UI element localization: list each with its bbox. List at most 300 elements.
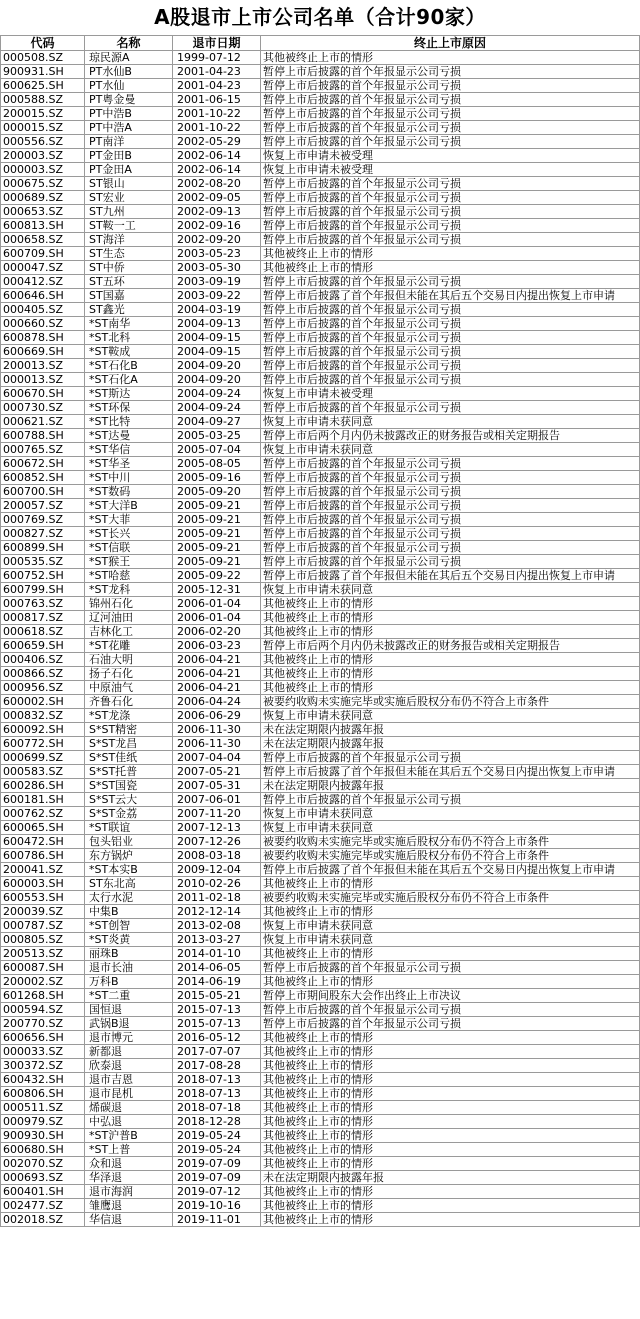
cell-code: 000762.SZ — [1, 807, 85, 821]
cell-reason: 其他被终止上市的情形 — [261, 1045, 640, 1059]
cell-code: 000583.SZ — [1, 765, 85, 779]
table-row — [1, 373, 640, 387]
cell-name: PT金田A — [85, 163, 173, 177]
cell-delist-date: 2007-11-20 — [173, 807, 261, 821]
cell-reason: 其他被终止上市的情形 — [261, 611, 640, 625]
cell-reason: 暂停上市后披露了首个年报但未能在其后五个交易日内提出恢复上市申请 — [261, 569, 640, 583]
table-row — [1, 821, 640, 835]
cell-reason: 暂停上市后披露的首个年报显示公司亏损 — [261, 471, 640, 485]
table-row — [1, 107, 640, 121]
table-row — [1, 219, 640, 233]
table-row — [1, 1171, 640, 1185]
cell-code: 200041.SZ — [1, 863, 85, 877]
cell-name: *ST猴王 — [85, 555, 173, 569]
cell-delist-date: 2005-09-21 — [173, 541, 261, 555]
table-row — [1, 723, 640, 737]
cell-name: 新都退 — [85, 1045, 173, 1059]
cell-reason: 其他被终止上市的情形 — [261, 905, 640, 919]
cell-code: 000033.SZ — [1, 1045, 85, 1059]
table-row — [1, 1003, 640, 1017]
cell-name: *ST大洋B — [85, 499, 173, 513]
cell-reason: 其他被终止上市的情形 — [261, 51, 640, 65]
cell-reason: 恢复上市申请未获同意 — [261, 583, 640, 597]
cell-name: *ST哈慈 — [85, 569, 173, 583]
cell-reason: 暂停上市后披露的首个年报显示公司亏损 — [261, 485, 640, 499]
table-row — [1, 471, 640, 485]
cell-delist-date: 2001-10-22 — [173, 121, 261, 135]
cell-code: 000535.SZ — [1, 555, 85, 569]
table-row — [1, 961, 640, 975]
table-row — [1, 163, 640, 177]
cell-name: 国恒退 — [85, 1003, 173, 1017]
table-row — [1, 485, 640, 499]
cell-code: 000817.SZ — [1, 611, 85, 625]
cell-name: *ST二重 — [85, 989, 173, 1003]
cell-name: PT粤金曼 — [85, 93, 173, 107]
table-row — [1, 765, 640, 779]
table-row — [1, 135, 640, 149]
table-row — [1, 513, 640, 527]
cell-name: ST海洋 — [85, 233, 173, 247]
cell-code: 000508.SZ — [1, 51, 85, 65]
table-row — [1, 247, 640, 261]
table-row — [1, 877, 640, 891]
cell-delist-date: 2004-09-13 — [173, 317, 261, 331]
cell-name: *ST中川 — [85, 471, 173, 485]
cell-code: 600899.SH — [1, 541, 85, 555]
cell-name: PT中浩A — [85, 121, 173, 135]
cell-code: 000511.SZ — [1, 1101, 85, 1115]
cell-name: 烯碳退 — [85, 1101, 173, 1115]
cell-code: 600092.SH — [1, 723, 85, 737]
cell-reason: 恢复上市申请未获同意 — [261, 807, 640, 821]
cell-name: ST东北高 — [85, 877, 173, 891]
cell-reason: 其他被终止上市的情形 — [261, 1143, 640, 1157]
cell-code: 600286.SH — [1, 779, 85, 793]
cell-delist-date: 2007-05-21 — [173, 765, 261, 779]
cell-reason: 恢复上市申请未被受理 — [261, 387, 640, 401]
cell-code: 200013.SZ — [1, 359, 85, 373]
cell-name: *ST环保 — [85, 401, 173, 415]
cell-name: *ST龙科 — [85, 583, 173, 597]
cell-delist-date: 2005-12-31 — [173, 583, 261, 597]
cell-code: 900931.SH — [1, 65, 85, 79]
cell-code: 000689.SZ — [1, 191, 85, 205]
cell-code: 200003.SZ — [1, 149, 85, 163]
cell-code: 000406.SZ — [1, 653, 85, 667]
cell-reason: 其他被终止上市的情形 — [261, 1213, 640, 1227]
column-header-delist-date: 退市日期 — [173, 36, 261, 51]
cell-code: 600181.SH — [1, 793, 85, 807]
table-row — [1, 1157, 640, 1171]
cell-delist-date: 2011-02-18 — [173, 891, 261, 905]
cell-reason: 暂停上市后披露的首个年报显示公司亏损 — [261, 541, 640, 555]
cell-name: 退市长油 — [85, 961, 173, 975]
cell-code: 000047.SZ — [1, 261, 85, 275]
cell-code: 600656.SH — [1, 1031, 85, 1045]
table-row — [1, 919, 640, 933]
table-row — [1, 835, 640, 849]
cell-code: 000658.SZ — [1, 233, 85, 247]
table-row — [1, 695, 640, 709]
cell-delist-date: 2002-08-20 — [173, 177, 261, 191]
cell-delist-date: 2006-11-30 — [173, 723, 261, 737]
cell-reason: 暂停上市后披露的首个年报显示公司亏损 — [261, 345, 640, 359]
cell-code: 600786.SH — [1, 849, 85, 863]
cell-reason: 被要约收购未实施完毕或实施后股权分布仍不符合上市条件 — [261, 891, 640, 905]
table-row — [1, 261, 640, 275]
table-row — [1, 1045, 640, 1059]
cell-delist-date: 2002-09-13 — [173, 205, 261, 219]
cell-name: ST中侨 — [85, 261, 173, 275]
cell-reason: 暂停上市期间股东大会作出终止上市决议 — [261, 989, 640, 1003]
cell-code: 000805.SZ — [1, 933, 85, 947]
cell-code: 200770.SZ — [1, 1017, 85, 1031]
cell-name: 退市昆机 — [85, 1087, 173, 1101]
cell-reason: 恢复上市申请未获同意 — [261, 821, 640, 835]
table-row — [1, 1087, 640, 1101]
cell-delist-date: 2002-09-20 — [173, 233, 261, 247]
cell-reason: 暂停上市后披露的首个年报显示公司亏损 — [261, 135, 640, 149]
cell-delist-date: 2004-09-20 — [173, 373, 261, 387]
cell-delist-date: 2005-07-04 — [173, 443, 261, 457]
cell-delist-date: 2006-06-29 — [173, 709, 261, 723]
cell-name: PT中浩B — [85, 107, 173, 121]
cell-delist-date: 2006-11-30 — [173, 737, 261, 751]
cell-code: 000979.SZ — [1, 1115, 85, 1129]
cell-name: ST鑫光 — [85, 303, 173, 317]
cell-code: 000588.SZ — [1, 93, 85, 107]
table-row — [1, 1073, 640, 1087]
cell-delist-date: 2019-05-24 — [173, 1129, 261, 1143]
cell-reason: 暂停上市后两个月内仍未披露改正的财务报告或相关定期报告 — [261, 639, 640, 653]
cell-code: 600472.SH — [1, 835, 85, 849]
table-row — [1, 625, 640, 639]
cell-delist-date: 2006-04-21 — [173, 681, 261, 695]
cell-name: 包头铝业 — [85, 835, 173, 849]
cell-delist-date: 2007-06-01 — [173, 793, 261, 807]
table-row — [1, 317, 640, 331]
cell-reason: 暂停上市后披露的首个年报显示公司亏损 — [261, 65, 640, 79]
cell-reason: 暂停上市后披露了首个年报但未能在其后五个交易日内提出恢复上市申请 — [261, 765, 640, 779]
table-row — [1, 611, 640, 625]
cell-name: *ST长兴 — [85, 527, 173, 541]
cell-reason: 暂停上市后披露了首个年报但未能在其后五个交易日内提出恢复上市申请 — [261, 863, 640, 877]
cell-reason: 被要约收购未实施完毕或实施后股权分布仍不符合上市条件 — [261, 835, 640, 849]
cell-delist-date: 2018-07-13 — [173, 1073, 261, 1087]
cell-name: 退市博元 — [85, 1031, 173, 1045]
cell-name: S*ST精密 — [85, 723, 173, 737]
cell-reason: 恢复上市申请未获同意 — [261, 933, 640, 947]
cell-name: 琼民源A — [85, 51, 173, 65]
table-row — [1, 345, 640, 359]
cell-delist-date: 2001-04-23 — [173, 65, 261, 79]
cell-reason: 暂停上市后披露的首个年报显示公司亏损 — [261, 233, 640, 247]
cell-delist-date: 2005-09-22 — [173, 569, 261, 583]
cell-reason: 暂停上市后披露的首个年报显示公司亏损 — [261, 401, 640, 415]
cell-reason: 其他被终止上市的情形 — [261, 625, 640, 639]
cell-delist-date: 1999-07-12 — [173, 51, 261, 65]
cell-name: 中原油气 — [85, 681, 173, 695]
cell-delist-date: 2006-02-20 — [173, 625, 261, 639]
table-row — [1, 863, 640, 877]
cell-delist-date: 2003-09-22 — [173, 289, 261, 303]
table-row — [1, 457, 640, 471]
cell-delist-date: 2004-09-15 — [173, 331, 261, 345]
table-row — [1, 443, 640, 457]
table-row — [1, 1185, 640, 1199]
table-row — [1, 975, 640, 989]
cell-name: ST五环 — [85, 275, 173, 289]
cell-code: 200057.SZ — [1, 499, 85, 513]
cell-reason: 其他被终止上市的情形 — [261, 1115, 640, 1129]
cell-name: ST九州 — [85, 205, 173, 219]
table-row — [1, 947, 640, 961]
cell-reason: 暂停上市后披露的首个年报显示公司亏损 — [261, 107, 640, 121]
cell-code: 600752.SH — [1, 569, 85, 583]
cell-delist-date: 2014-06-19 — [173, 975, 261, 989]
cell-name: PT水仙 — [85, 79, 173, 93]
table-row — [1, 1199, 640, 1213]
column-header-reason: 终止上市原因 — [261, 36, 640, 51]
cell-delist-date: 2004-09-24 — [173, 401, 261, 415]
cell-reason: 暂停上市后披露的首个年报显示公司亏损 — [261, 275, 640, 289]
cell-reason: 暂停上市后披露的首个年报显示公司亏损 — [261, 751, 640, 765]
cell-delist-date: 2003-09-19 — [173, 275, 261, 289]
table-row — [1, 555, 640, 569]
cell-name: *ST石化B — [85, 359, 173, 373]
table-row — [1, 583, 640, 597]
cell-reason: 其他被终止上市的情形 — [261, 877, 640, 891]
cell-delist-date: 2006-04-21 — [173, 667, 261, 681]
cell-code: 002018.SZ — [1, 1213, 85, 1227]
cell-reason: 恢复上市申请未获同意 — [261, 919, 640, 933]
cell-reason: 其他被终止上市的情形 — [261, 1199, 640, 1213]
cell-name: 太行水泥 — [85, 891, 173, 905]
table-row — [1, 499, 640, 513]
cell-delist-date: 2001-06-15 — [173, 93, 261, 107]
cell-reason: 其他被终止上市的情形 — [261, 1101, 640, 1115]
cell-name: *ST花雕 — [85, 639, 173, 653]
cell-code: 000621.SZ — [1, 415, 85, 429]
table-row — [1, 149, 640, 163]
cell-reason: 暂停上市后披露的首个年报显示公司亏损 — [261, 177, 640, 191]
table-row — [1, 905, 640, 919]
cell-name: *ST炎黄 — [85, 933, 173, 947]
cell-code: 000675.SZ — [1, 177, 85, 191]
cell-reason: 其他被终止上市的情形 — [261, 1059, 640, 1073]
cell-delist-date: 2005-09-20 — [173, 485, 261, 499]
cell-name: 退市海润 — [85, 1185, 173, 1199]
table-row — [1, 1101, 640, 1115]
table-row — [1, 807, 640, 821]
cell-delist-date: 2017-08-28 — [173, 1059, 261, 1073]
cell-reason: 其他被终止上市的情形 — [261, 1129, 640, 1143]
cell-code: 600772.SH — [1, 737, 85, 751]
table-row — [1, 233, 640, 247]
cell-code: 000405.SZ — [1, 303, 85, 317]
cell-name: 丽珠B — [85, 947, 173, 961]
cell-name: *ST北科 — [85, 331, 173, 345]
table-row — [1, 1129, 640, 1143]
cell-reason: 暂停上市后披露的首个年报显示公司亏损 — [261, 793, 640, 807]
cell-reason: 其他被终止上市的情形 — [261, 597, 640, 611]
cell-code: 600065.SH — [1, 821, 85, 835]
cell-code: 200015.SZ — [1, 107, 85, 121]
cell-name: *ST比特 — [85, 415, 173, 429]
cell-name: PT南洋 — [85, 135, 173, 149]
cell-delist-date: 2001-10-22 — [173, 107, 261, 121]
cell-code: 002070.SZ — [1, 1157, 85, 1171]
cell-reason: 其他被终止上市的情形 — [261, 681, 640, 695]
cell-delist-date: 2007-12-26 — [173, 835, 261, 849]
table-row — [1, 303, 640, 317]
table-row — [1, 737, 640, 751]
table-row — [1, 793, 640, 807]
cell-code: 000769.SZ — [1, 513, 85, 527]
cell-code: 900930.SH — [1, 1129, 85, 1143]
cell-code: 600401.SH — [1, 1185, 85, 1199]
cell-reason: 其他被终止上市的情形 — [261, 653, 640, 667]
cell-name: 华泽退 — [85, 1171, 173, 1185]
table-row — [1, 79, 640, 93]
cell-reason: 未在法定期限内披露年报 — [261, 779, 640, 793]
cell-name: *ST上普 — [85, 1143, 173, 1157]
cell-reason: 暂停上市后披露的首个年报显示公司亏损 — [261, 555, 640, 569]
table-row — [1, 191, 640, 205]
cell-delist-date: 2016-05-12 — [173, 1031, 261, 1045]
cell-reason: 暂停上市后披露的首个年报显示公司亏损 — [261, 219, 640, 233]
cell-code: 000956.SZ — [1, 681, 85, 695]
cell-reason: 其他被终止上市的情形 — [261, 975, 640, 989]
cell-reason: 恢复上市申请未被受理 — [261, 149, 640, 163]
cell-delist-date: 2004-09-27 — [173, 415, 261, 429]
cell-name: S*ST云大 — [85, 793, 173, 807]
cell-name: PT金田B — [85, 149, 173, 163]
cell-delist-date: 2013-03-27 — [173, 933, 261, 947]
cell-code: 000556.SZ — [1, 135, 85, 149]
page-title: A股退市上市公司名单（合计90家） — [154, 5, 486, 29]
table-header-row — [1, 36, 640, 51]
cell-delist-date: 2018-12-28 — [173, 1115, 261, 1129]
cell-delist-date: 2005-08-05 — [173, 457, 261, 471]
table-row — [1, 359, 640, 373]
cell-name: *ST本实B — [85, 863, 173, 877]
cell-code: 000832.SZ — [1, 709, 85, 723]
cell-reason: 被要约收购未实施完毕或实施后股权分布仍不符合上市条件 — [261, 695, 640, 709]
table-row — [1, 1115, 640, 1129]
cell-reason: 暂停上市后两个月内仍未披露改正的财务报告或相关定期报告 — [261, 429, 640, 443]
cell-name: *ST鞍成 — [85, 345, 173, 359]
table-row — [1, 387, 640, 401]
cell-code: 600002.SH — [1, 695, 85, 709]
cell-delist-date: 2005-09-21 — [173, 513, 261, 527]
cell-reason: 暂停上市后披露的首个年报显示公司亏损 — [261, 79, 640, 93]
cell-name: 齐鲁石化 — [85, 695, 173, 709]
cell-delist-date: 2018-07-18 — [173, 1101, 261, 1115]
cell-reason: 其他被终止上市的情形 — [261, 1087, 640, 1101]
cell-delist-date: 2015-05-21 — [173, 989, 261, 1003]
cell-delist-date: 2006-01-04 — [173, 611, 261, 625]
cell-name: ST生态 — [85, 247, 173, 261]
cell-delist-date: 2012-12-14 — [173, 905, 261, 919]
cell-reason: 其他被终止上市的情形 — [261, 667, 640, 681]
cell-reason: 其他被终止上市的情形 — [261, 247, 640, 261]
cell-reason: 恢复上市申请未被受理 — [261, 163, 640, 177]
delisted-companies-table — [0, 35, 640, 1227]
table-row — [1, 667, 640, 681]
cell-name: *ST华圣 — [85, 457, 173, 471]
cell-reason: 未在法定期限内披露年报 — [261, 737, 640, 751]
table-row — [1, 1017, 640, 1031]
cell-code: 000412.SZ — [1, 275, 85, 289]
cell-code: 000866.SZ — [1, 667, 85, 681]
table-row — [1, 289, 640, 303]
cell-reason: 未在法定期限内披露年报 — [261, 1171, 640, 1185]
cell-reason: 暂停上市后披露的首个年报显示公司亏损 — [261, 499, 640, 513]
table-row — [1, 989, 640, 1003]
cell-name: *ST斯达 — [85, 387, 173, 401]
cell-delist-date: 2014-01-10 — [173, 947, 261, 961]
cell-delist-date: 2008-03-18 — [173, 849, 261, 863]
cell-name: 万科B — [85, 975, 173, 989]
cell-delist-date: 2005-03-25 — [173, 429, 261, 443]
cell-code: 300372.SZ — [1, 1059, 85, 1073]
cell-reason: 暂停上市后披露的首个年报显示公司亏损 — [261, 317, 640, 331]
cell-code: 600087.SH — [1, 961, 85, 975]
table-row — [1, 205, 640, 219]
table-row — [1, 597, 640, 611]
cell-code: 600669.SH — [1, 345, 85, 359]
cell-reason: 其他被终止上市的情形 — [261, 1031, 640, 1045]
cell-name: S*ST佳纸 — [85, 751, 173, 765]
cell-delist-date: 2001-04-23 — [173, 79, 261, 93]
cell-delist-date: 2005-09-21 — [173, 555, 261, 569]
cell-name: *ST达曼 — [85, 429, 173, 443]
cell-reason: 被要约收购未实施完毕或实施后股权分布仍不符合上市条件 — [261, 849, 640, 863]
table-row — [1, 93, 640, 107]
cell-delist-date: 2002-05-29 — [173, 135, 261, 149]
cell-delist-date: 2017-07-07 — [173, 1045, 261, 1059]
table-row — [1, 51, 640, 65]
cell-reason: 其他被终止上市的情形 — [261, 1185, 640, 1199]
cell-delist-date: 2019-07-12 — [173, 1185, 261, 1199]
cell-code: 000618.SZ — [1, 625, 85, 639]
cell-code: 200513.SZ — [1, 947, 85, 961]
cell-name: 石油大明 — [85, 653, 173, 667]
cell-code: 000787.SZ — [1, 919, 85, 933]
cell-name: 华信退 — [85, 1213, 173, 1227]
table-row — [1, 415, 640, 429]
table-row — [1, 177, 640, 191]
table-row — [1, 1213, 640, 1227]
cell-delist-date: 2006-03-23 — [173, 639, 261, 653]
cell-delist-date: 2013-02-08 — [173, 919, 261, 933]
cell-name: 欣泰退 — [85, 1059, 173, 1073]
cell-code: 600625.SH — [1, 79, 85, 93]
cell-name: S*ST托普 — [85, 765, 173, 779]
cell-delist-date: 2015-07-13 — [173, 1003, 261, 1017]
cell-delist-date: 2006-01-04 — [173, 597, 261, 611]
cell-code: 000763.SZ — [1, 597, 85, 611]
cell-reason: 暂停上市后披露的首个年报显示公司亏损 — [261, 457, 640, 471]
table-row — [1, 1031, 640, 1045]
cell-reason: 其他被终止上市的情形 — [261, 261, 640, 275]
cell-delist-date: 2015-07-13 — [173, 1017, 261, 1031]
cell-reason: 暂停上市后披露的首个年报显示公司亏损 — [261, 331, 640, 345]
cell-name: 辽河油田 — [85, 611, 173, 625]
cell-code: 000653.SZ — [1, 205, 85, 219]
